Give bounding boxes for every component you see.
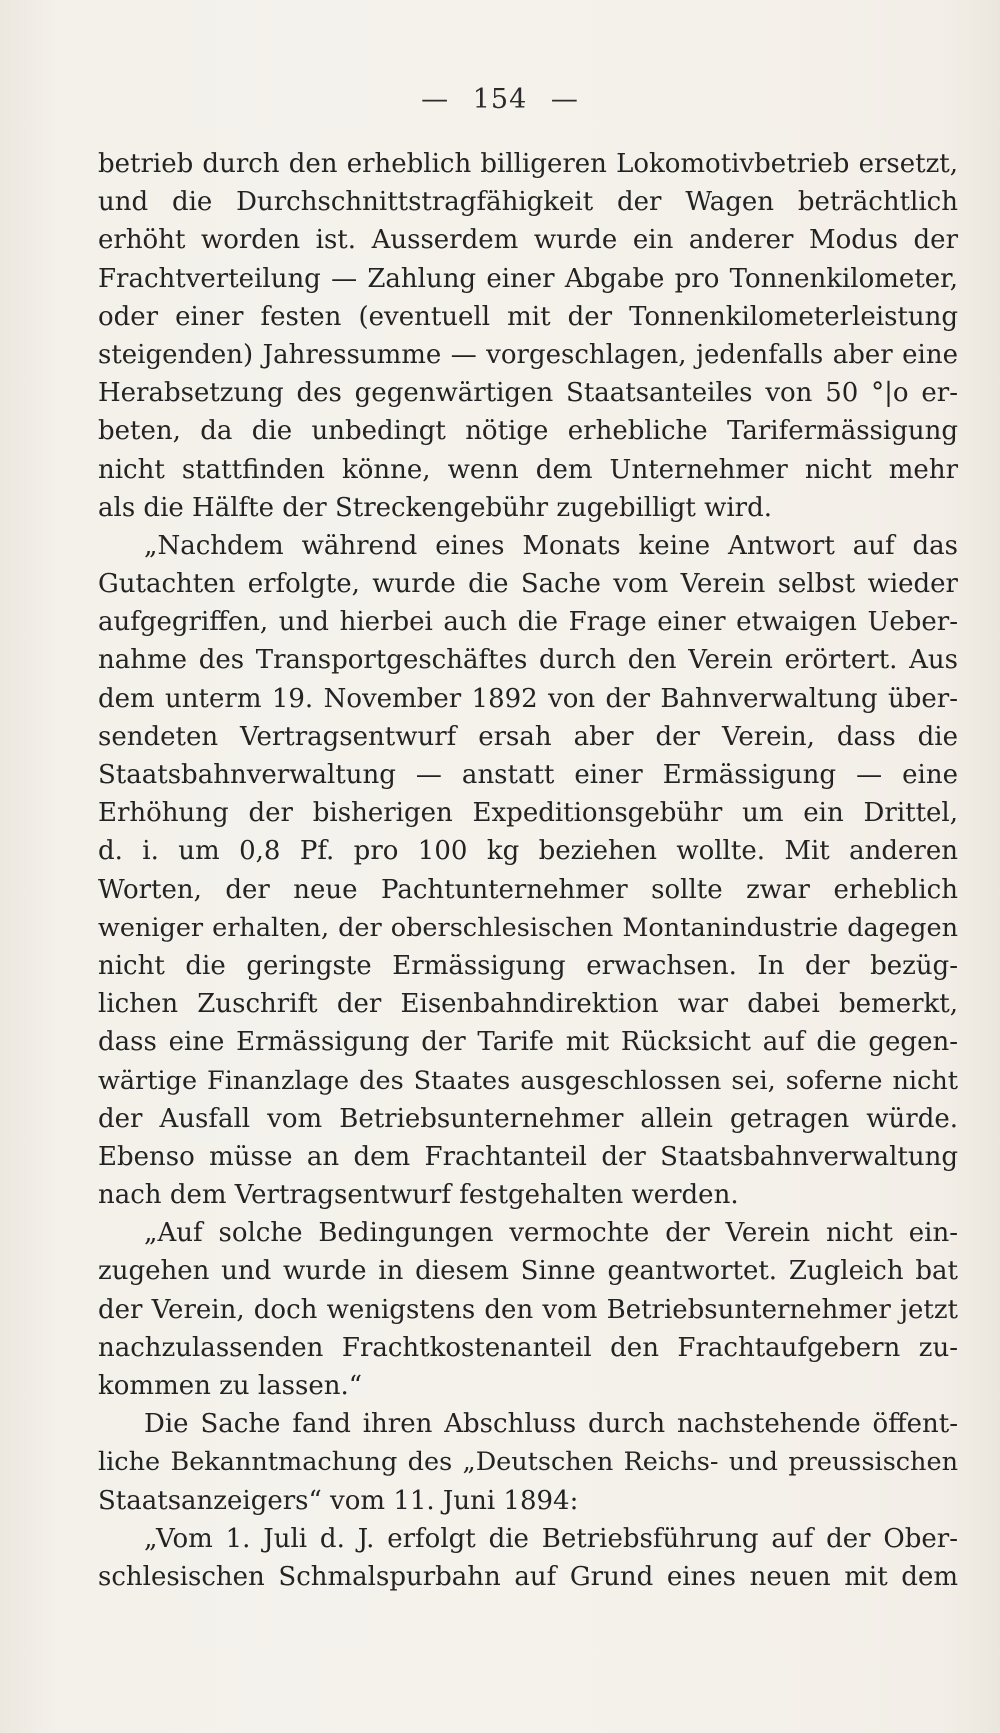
text-line: „Vom 1. Juli d. J. erfolgt die Betriebsführung auf der Ober- (144, 1523, 958, 1554)
text-line: betrieb durch den erheblich billigeren Lokomotivbetrieb ersetzt, (98, 149, 958, 179)
text-line: Gutachten erfolgte, wurde die Sache vom Verein selbst wieder (98, 569, 958, 600)
text-line: wärtige Finanzlage des Staates ausgeschlossen sei, soferne nicht (98, 1065, 958, 1096)
text-line: Frachtverteilung — Zahlung einer Abgabe pro Tonnenkilometer, (98, 263, 958, 294)
text-line: nach dem Vertragsentwurf festgehalten werden. (98, 1180, 739, 1211)
text-line: nicht stattfinden könne, wenn dem Unternehmer nicht mehr (98, 454, 958, 485)
text-line: „Auf solche Bedingungen vermochte der Verein nicht ein- (144, 1218, 958, 1249)
text-line: als die Hälfte der Streckengebühr zugebilligt wird. (98, 492, 772, 523)
text-line: nicht die geringste Ermässigung erwachsen. In der bezüg- (98, 950, 958, 981)
text-line: oder einer festen (eventuell mit der Tonnenkilometerleistung (98, 301, 958, 332)
body-text (98, 145, 958, 1596)
text-line: dem unterm 19. November 1892 von der Bahnverwaltung über- (98, 683, 958, 714)
text-line: Die Sache fand ihren Abschluss durch nachstehende öffent- (144, 1409, 958, 1440)
text-line: der Verein, doch wenigstens den vom Betriebsunternehmer jetzt (98, 1294, 958, 1325)
text-line: dass eine Ermässigung der Tarife mit Rücksicht auf die gegen- (98, 1027, 958, 1058)
text-line: weniger erhalten, der oberschlesischen Montanindustrie dagegen (98, 912, 958, 943)
header-dash-left: — (421, 84, 450, 115)
text-line: Staatsbahnverwaltung — anstatt einer Ermässigung — eine (98, 760, 958, 790)
text-line: beten, da die unbedingt nötige erhebliche Tarifermässigung (98, 416, 958, 447)
text-line: Herabsetzung des gegenwärtigen Staatsanteiles von 50 °|o er- (98, 378, 958, 409)
text-line: der Ausfall vom Betriebsunternehmer allein getragen würde. (98, 1103, 958, 1134)
text-line: nachzulassenden Frachtkostenanteil den Frachtaufgebern zu- (98, 1332, 958, 1363)
text-line: erhöht worden ist. Ausserdem wurde ein anderer Modus der (98, 225, 958, 256)
header-dash-right: — (550, 84, 579, 115)
page-number: 154 (472, 84, 528, 115)
text-line: Staatsanzeigers“ vom 11. Juni 1894: (98, 1485, 579, 1516)
text-line: und die Durchschnittstragfähigkeit der Wagen beträchtlich (98, 187, 958, 218)
text-line: Ebenso müsse an dem Frachtanteil der Staatsbahnverwaltung (98, 1141, 958, 1172)
text-line: aufgegriffen, und hierbei auch die Frage einer etwaigen Ueber- (98, 607, 958, 638)
text-line: „Nachdem während eines Monats keine Antwort auf das (144, 530, 958, 561)
text-line: Worten, der neue Pachtunternehmer sollte zwar erheblich (98, 874, 958, 905)
text-line: Erhöhung der bisherigen Expeditionsgebühr um ein Drittel, (98, 798, 958, 829)
text-line: zugehen und wurde in diesem Sinne geantwortet. Zugleich bat (98, 1256, 958, 1287)
text-line: nahme des Transportgeschäftes durch den Verein erörtert. Aus (98, 645, 958, 676)
page-header (0, 84, 1000, 115)
text-line: sendeten Vertragsentwurf ersah aber der Verein, dass die (98, 721, 958, 752)
text-line: lichen Zuschrift der Eisenbahndirektion war dabei bemerkt, (98, 989, 958, 1020)
text-line: d. i. um 0,8 Pf. pro 100 kg beziehen wollte. Mit anderen (98, 836, 958, 867)
text-line: schlesischen Schmalspurbahn auf Grund eines neuen mit dem (98, 1561, 958, 1592)
text-line: steigenden) Jahressumme — vorgeschlagen, jedenfalls aber eine (98, 339, 958, 370)
text-line: kommen zu lassen.“ (98, 1371, 363, 1401)
text-line: liche Bekanntmachung des „Deutschen Reichs- und preussischen (98, 1447, 958, 1478)
